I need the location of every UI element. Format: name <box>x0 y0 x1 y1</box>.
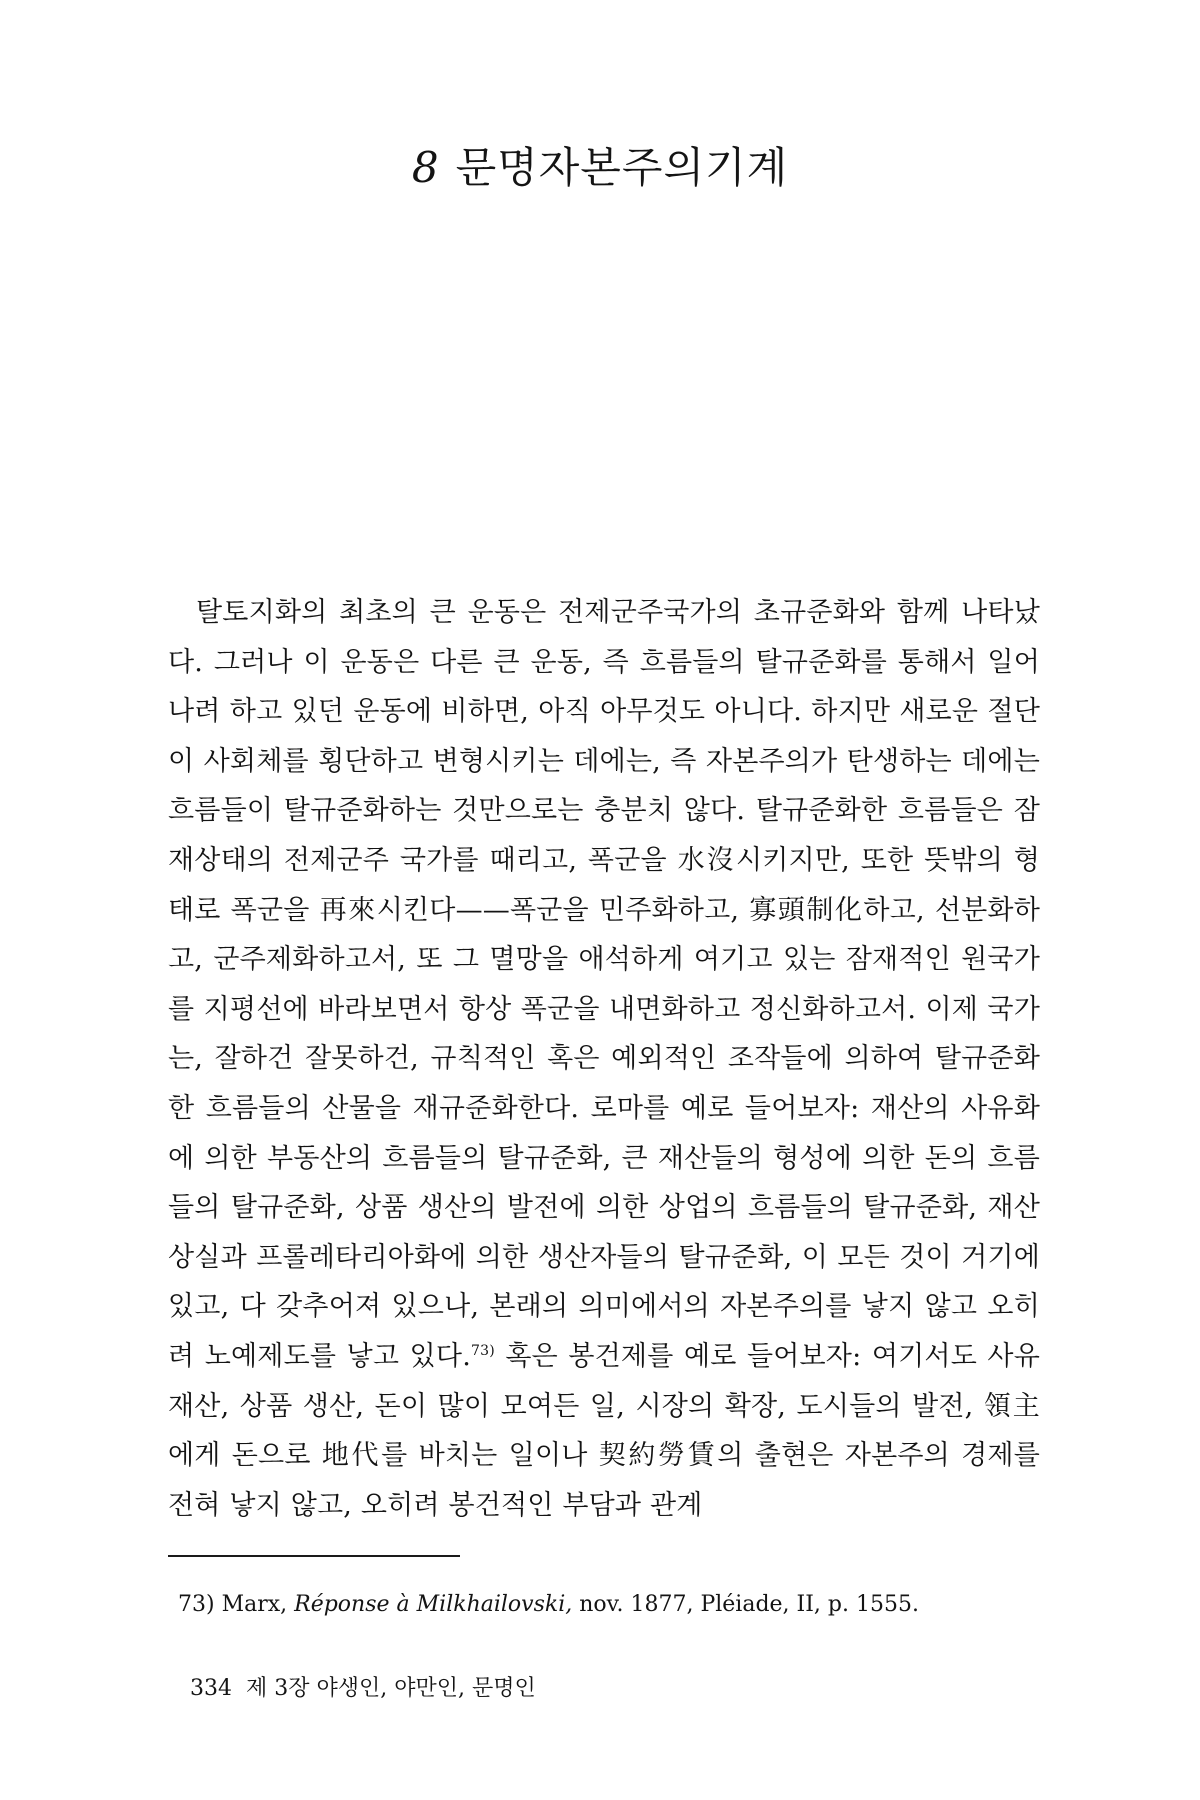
page-number: 334 <box>190 1676 232 1701</box>
page-footer <box>190 1674 536 1704</box>
body-text-part-2: 혹은 봉건제를 예로 들어보자: 여기서도 사유재산, 상품 생산, 돈이 많이 모여든 일, 시장의 확장, 도시들의 발전, 領主에게 돈으로 地代를 바치는 일이나 契約勞賃의 출현은 자본주의 경제를 전혀 낳지 않고, 오히려 봉건적인 부담과 관계 <box>168 1340 1040 1521</box>
footnote-divider <box>168 1555 460 1557</box>
footnote <box>178 1590 919 1620</box>
body-paragraph <box>168 588 1040 1530</box>
running-head: 제 3장 야생인, 야만인, 문명인 <box>246 1676 536 1701</box>
footnote-reference: 73) <box>470 1342 495 1359</box>
section-title-text: 문명자본주의기계 <box>455 143 789 192</box>
footnote-work-title: Réponse à Milkhailovski, <box>294 1592 573 1617</box>
body-text-part-1: 탈토지화의 최초의 큰 운동은 전제군주국가의 초규준화와 함께 나타났다. 그러나 이 운동은 다른 큰 운동, 즉 흐름들의 탈규준화를 통해서 일어나려 하고 있던 운동에 비하면, 아직 아무것도 아니다. 하지만 새로운 절단이 사회체를 횡단하고 변형시키는 데에는, 즉 자본주의가 탄생하는 데에는 흐름들이 탈규준화하는 것만으로는 충분치 않다. 탈규준화한 흐름들은 잠재상태의 전제군주 국가를 때리고, 폭군을 水沒시키지만, 또한 뜻밖의 형태로 폭군을 再來시킨다——폭군을 민주화하고, 寡頭制化하고, 선분화하고, 군주제화하고서, 또 그 멸망을 애석하게 여기고 있는 잠재적인 원국가를 지평선에 바라보면서 항상 폭군을 내면화하고 정신화하고서. 이제 국가는, 잘하건 잘못하건, 규칙적인 혹은 예외적인 조작들에 의하여 탈규준화한 흐름들의 산물을 재규준화한다. 로마를 예로 들어보자: 재산의 사유화에 의한 부동산의 흐름들의 탈규준화, 큰 재산들의 형성에 의한 돈의 흐름들의 탈규준화, 상품 생산의 발전에 의한 상업의 흐름들의 탈규준화, 재산상실과 프롤레타리아화에 의한 생산자들의 탈규준화, 이 모든 것이 거기에 있고, 다 갖추어져 있으나, 본래의 의미에서의 자본주의를 낳지 않고 오히려 노예제도를 낳고 있다. <box>168 597 1040 1372</box>
section-title <box>0 140 1200 196</box>
footnote-details: nov. 1877, Pléiade, II, p. 1555. <box>579 1592 919 1617</box>
footnote-author: Marx, <box>221 1592 288 1617</box>
footnote-marker: 73) <box>178 1592 215 1617</box>
section-number: 8 <box>411 143 440 192</box>
